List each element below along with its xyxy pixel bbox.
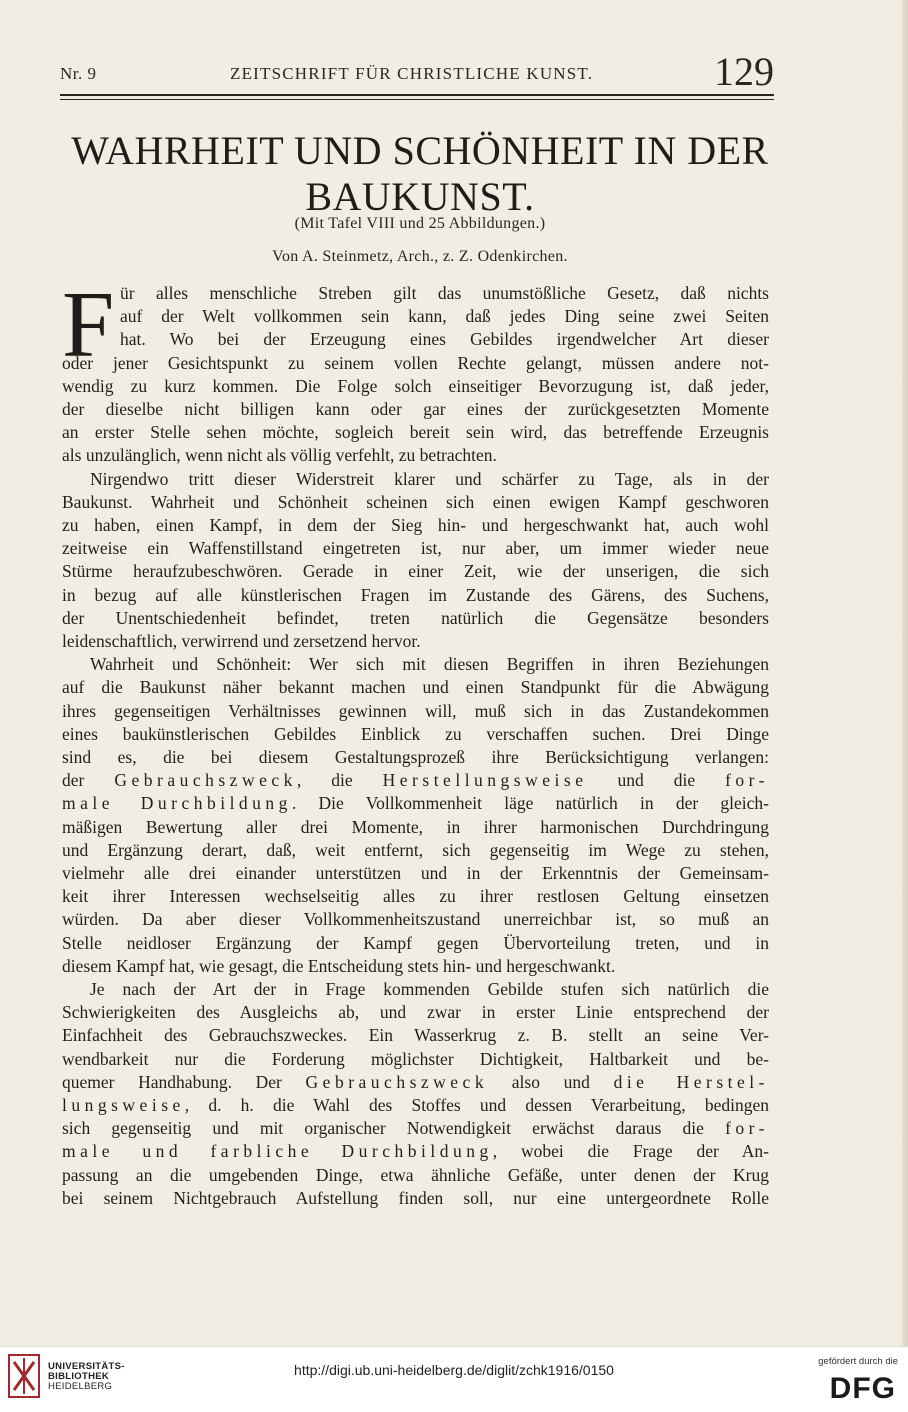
- text-line: [62, 862, 769, 884]
- text-line: [62, 1071, 769, 1093]
- text-line: [62, 792, 769, 814]
- page-number: 129: [714, 49, 774, 94]
- text-segment: die Herstel-: [613, 1072, 769, 1092]
- text-segment: , wobei die Frage der An-: [492, 1141, 769, 1161]
- text-segment: male Durchbildung: [62, 793, 292, 813]
- article-title: [40, 128, 800, 220]
- text-line: [62, 514, 769, 536]
- text-line: [90, 468, 769, 490]
- text-segment: bei seinem Nichtgebrauch Aufstellung finden soll, nur eine untergeordnete Rolle: [62, 1188, 769, 1208]
- text-segment: an erster Stelle sehen möchte, sogleich bereit sein wird, das betreffende Erzeugnis: [62, 422, 769, 442]
- article-byline: Von A. Steinmetz, Arch., z. Z. Odenkirchen.: [272, 248, 568, 265]
- text-segment: Schwierigkeiten des Ausgleichs ab, und zwar in erster Linie entsprechend der: [62, 1002, 769, 1022]
- text-segment: vielmehr alle drei einander unterstützen und in der Erkenntnis der Gemeinsam-: [62, 863, 769, 883]
- text-line: [62, 444, 769, 466]
- text-segment: ür alles menschliche Streben gilt das unumstößliche Gesetz, daß nichts: [120, 283, 769, 303]
- text-line: [120, 305, 769, 327]
- drop-cap: F: [62, 273, 115, 377]
- text-segment: Baukunst. Wahrheit und Schönheit scheinen sich einen ewigen Kampf geschworen: [62, 492, 769, 512]
- text-line: [62, 839, 769, 861]
- text-line: [62, 885, 769, 907]
- dfg-logo: DFG: [829, 1372, 896, 1405]
- article-title-line-1: WAHRHEIT UND SCHÖNHEIT IN DER: [71, 128, 769, 173]
- text-segment: auf der Welt vollkommen sein kann, daß jedes Ding seine zwei Seiten: [120, 306, 769, 326]
- text-segment: zu haben, einen Kampf, in dem der Sieg hin- und hergeschwankt hat, auch wohl: [62, 515, 769, 535]
- text-segment: und die: [587, 770, 726, 790]
- text-segment: for-: [725, 1118, 769, 1138]
- text-line: [120, 328, 769, 350]
- text-segment: lungsweise: [62, 1095, 185, 1115]
- text-segment: diesem Kampf hat, wie gesagt, die Entscheidung stets hin- und hergeschwankt.: [62, 956, 616, 976]
- text-line: [120, 282, 769, 304]
- text-segment: mäßigen Bewertung aller drei Momente, in ihrer harmonischen Durchdringung: [62, 817, 769, 837]
- running-head: [60, 49, 774, 94]
- library-name-line-3: HEIDELBERG: [48, 1381, 113, 1392]
- text-line: [62, 1187, 769, 1209]
- text-line: [62, 1094, 769, 1116]
- text-segment: male und farbliche Durchbildung: [62, 1141, 493, 1161]
- text-segment: for-: [725, 770, 769, 790]
- text-line: [62, 421, 769, 443]
- text-line: [62, 584, 769, 606]
- text-segment: auf die Baukunst näher bekannt machen und einen Standpunkt für die Abwägung: [62, 677, 769, 697]
- text-line: [62, 769, 769, 791]
- text-segment: leidenschaftlich, verwirrend und zersetzend hervor.: [62, 631, 421, 651]
- text-segment: hat. Wo bei der Erzeugung eines Gebildes irgendwelcher Art dieser: [120, 329, 769, 349]
- text-line: [90, 653, 769, 675]
- text-line: [62, 1024, 769, 1046]
- text-line: [62, 537, 769, 559]
- text-segment: ihres gegenseitigen Verhältnisses gewinnen will, muß sich in das Zustandekommen: [62, 701, 769, 721]
- text-line: [90, 978, 769, 1000]
- text-segment: Je nach der Art der in Frage kommenden Gebilde stufen sich natürlich die: [90, 979, 769, 999]
- text-line: [62, 955, 769, 977]
- page-edge: [902, 0, 908, 1346]
- text-segment: und Ergänzung derart, daß, weit entfernt, sich gegenseitig im Wege zu stehen,: [62, 840, 769, 860]
- header-rule-thin: [60, 99, 774, 100]
- text-line: [62, 676, 769, 698]
- text-line: [62, 816, 769, 838]
- article-title-line-2: BAUKUNST.: [305, 174, 535, 219]
- viewer-footer: [0, 1346, 908, 1412]
- text-line: [62, 352, 769, 374]
- text-segment: als unzulänglich, wenn nicht als völlig verfehlt, zu betrachten.: [62, 445, 497, 465]
- text-segment: , die: [296, 770, 383, 790]
- journal-title: ZEITSCHRIFT FÜR CHRISTLICHE KUNST.: [230, 64, 594, 83]
- text-line: [62, 1164, 769, 1186]
- funded-by-label: gefördert durch die: [818, 1356, 898, 1367]
- text-segment: quemer Handhabung. Der: [62, 1072, 306, 1092]
- text-line: [62, 1048, 769, 1070]
- text-segment: Gebrauchszweck: [114, 770, 297, 790]
- text-segment: Stelle neidloser Ergänzung der Kampf gegen Übervorteilung treten, und in: [62, 933, 769, 953]
- text-segment: in bezug auf alle künstlerischen Fragen im Zustande des Gärens, des Suchens,: [62, 585, 769, 605]
- text-segment: . Die Vollkommenheit läge natürlich in der gleich-: [291, 793, 769, 813]
- text-line: [62, 491, 769, 513]
- issue-number: Nr. 9: [60, 64, 97, 83]
- library-name-line-1: UNIVERSITÄTS-: [48, 1361, 125, 1372]
- library-name-line-2: BIBLIOTHEK: [48, 1371, 110, 1382]
- text-segment: Einfachheit des Gebrauchszweckes. Ein Wasserkrug z. B. stellt an seine Ver-: [62, 1025, 769, 1045]
- permalink-url[interactable]: http://digi.ub.uni-heidelberg.de/diglit/zchk1916/0150: [294, 1362, 614, 1378]
- header-rule: [60, 94, 774, 96]
- text-segment: keit ihrer Interessen wechselseitig alles zu ihrer restlosen Geltung einsetzen: [62, 886, 769, 906]
- text-line: [62, 398, 769, 420]
- text-segment: sich gegenseitig und mit organischer Notwendigkeit erwächst daraus die: [62, 1118, 726, 1138]
- text-line: [62, 932, 769, 954]
- text-line: [62, 908, 769, 930]
- text-segment: oder jener Gesichtspunkt zu seinem vollen Rechte gelangt, müssen andere not-: [62, 353, 769, 373]
- text-line: [62, 700, 769, 722]
- text-line: [62, 1140, 769, 1162]
- text-segment: wendbarkeit nur die Forderung möglichster Dichtigkeit, Haltbarkeit und be-: [62, 1049, 769, 1069]
- text-segment: eines baukünstlerischen Gebildes Einblick zu verschaffen suchen. Drei Dinge: [62, 724, 769, 744]
- text-segment: also und: [488, 1072, 614, 1092]
- text-line: [62, 375, 769, 397]
- text-segment: Stürme heraufzubeschwören. Gerade in einer Zeit, wie der unserigen, die sich: [62, 561, 769, 581]
- text-segment: Nirgendwo tritt dieser Widerstreit klarer und schärfer zu Tage, als in der: [90, 469, 769, 489]
- text-segment: zeitweise ein Waffenstillstand eingetreten ist, nur aber, um immer wieder neue: [62, 538, 769, 558]
- text-line: [62, 746, 769, 768]
- text-segment: , d. h. die Wahl des Stoffes und dessen Verarbeitung, bedingen: [184, 1095, 769, 1115]
- text-line: [62, 560, 769, 582]
- text-segment: der Unentschiedenheit befindet, treten natürlich die Gegensätze besonders: [62, 608, 769, 628]
- text-line: [62, 1001, 769, 1023]
- text-line: [62, 723, 769, 745]
- text-segment: würden. Da aber dieser Vollkommenheitszustand unerreichbar ist, so muß an: [62, 909, 769, 929]
- text-segment: der: [62, 770, 115, 790]
- text-segment: Wahrheit und Schönheit: Wer sich mit diesen Begriffen in ihren Beziehungen: [90, 654, 769, 674]
- article-subtitle: (Mit Tafel VIII und 25 Abbildungen.): [294, 215, 546, 232]
- text-segment: passung an die umgebenden Dinge, etwa ähnliche Gefäße, unter denen der Krug: [62, 1165, 769, 1185]
- text-segment: Gebrauchszweck: [305, 1072, 489, 1092]
- text-segment: Herstellungsweise: [382, 770, 588, 790]
- text-line: [62, 1117, 769, 1139]
- text-segment: sind es, die bei diesem Gestaltungsprozeß ihre Berücksichtigung verlangen:: [62, 747, 769, 767]
- text-line: [62, 630, 769, 652]
- text-line: [62, 607, 769, 629]
- text-segment: der dieselbe nicht billigen kann oder gar eines der zurückgesetzten Momente: [62, 399, 769, 419]
- text-segment: wendig zu kurz kommen. Die Folge solch einseitiger Bevorzugung ist, daß jeder,: [62, 376, 769, 396]
